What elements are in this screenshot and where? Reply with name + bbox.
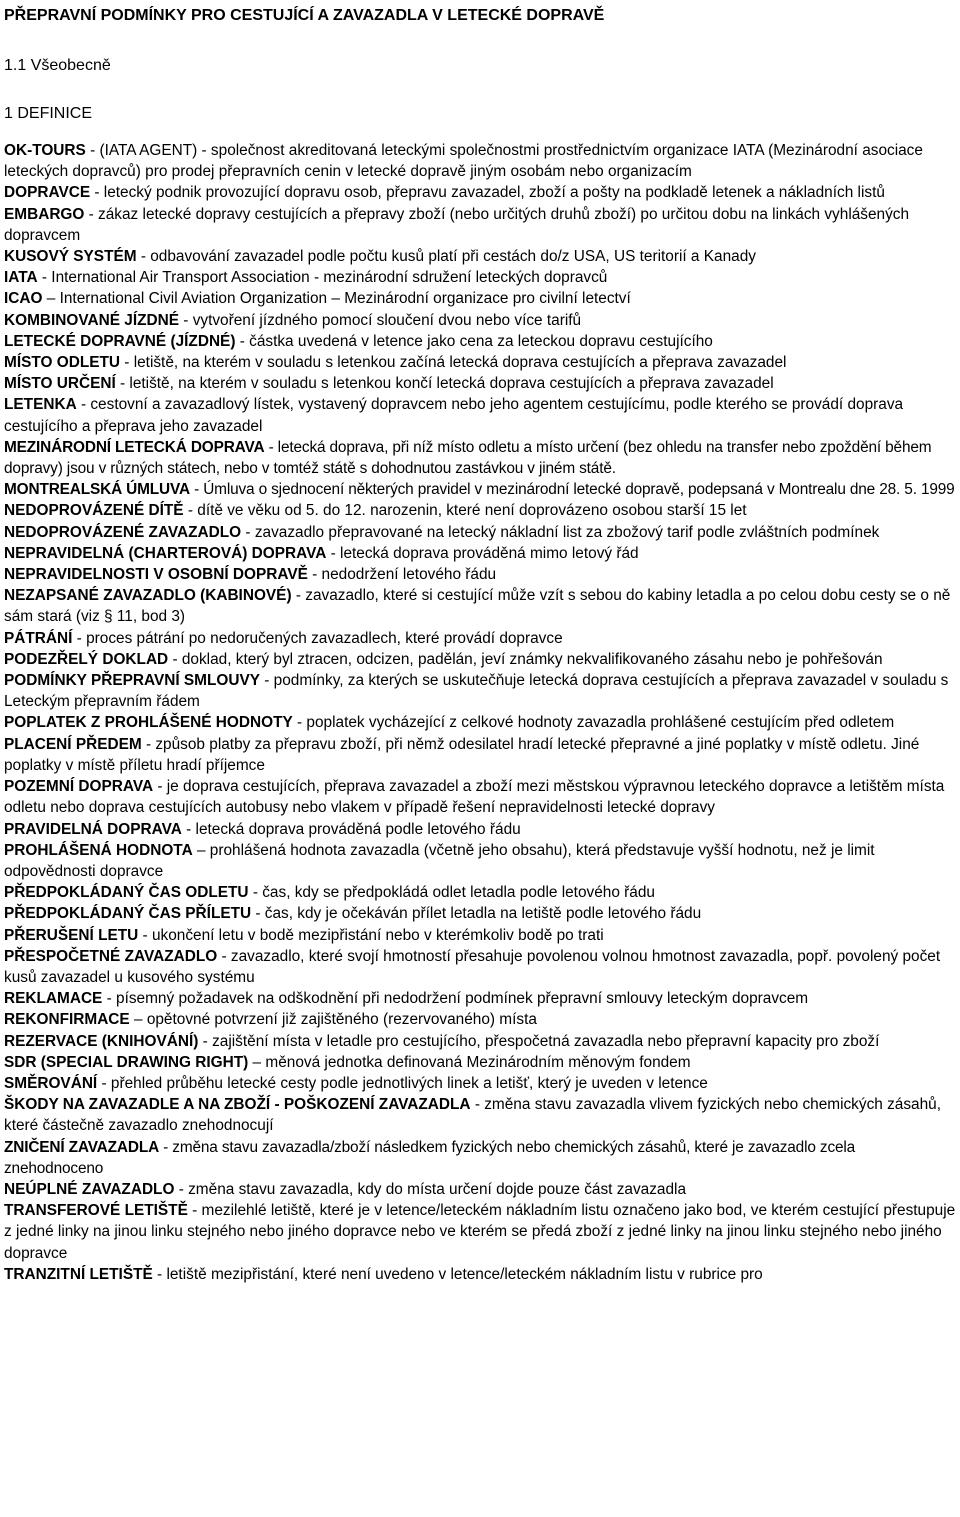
definition-text: - podmínky, za kterých se uskutečňuje letecká doprava cestujících a přeprava zavazadel v souladu s Leteckým přepravním řádem <box>4 672 949 711</box>
definition-text: - zavazadlo, které si cestující může vzít s sebou do kabiny letadla a po celou dobu cesty se o ně sám stará (viz § 11, bod 3) <box>4 587 951 626</box>
definition-text: – měnová jednotka definovaná Mezinárodním měnovým fondem <box>248 1053 691 1071</box>
definition-text: - zavazadlo přepravované na letecký nákladní list za zbožový tarif podle zvláštních podmínek <box>241 523 880 541</box>
definition-text: - proces pátrání po nedoručených zavazadlech, které provádí dopravce <box>72 629 563 647</box>
definition-item <box>4 840 956 882</box>
definition-term: NEDOPROVÁZENÉ ZAVAZADLO <box>4 523 242 541</box>
section-heading: 1.1 Všeobecně <box>4 57 111 74</box>
definition-item <box>4 670 956 712</box>
definition-item <box>4 882 956 903</box>
definition-term: REKLAMACE <box>4 990 103 1008</box>
definition-item <box>4 946 956 988</box>
definition-item <box>4 479 956 500</box>
definition-item <box>4 288 956 309</box>
definition-text: - letiště, na kterém v souladu s letenkou končí letecká doprava cestujících a přeprava zavazadel <box>115 375 774 393</box>
definition-term: ŠKODY NA ZAVAZADLE A NA ZBOŽÍ - POŠKOZENÍ ZAVAZADLA <box>4 1096 471 1114</box>
definition-text: - cestovní a zavazadlový lístek, vystavený dopravcem nebo jeho agentem cestujícímu, podle kterého se provádí doprava cestujícího a přeprava jeho zavazadel <box>4 396 904 435</box>
definition-term: NEPRAVIDELNOSTI V OSOBNÍ DOPRAVĚ <box>4 566 308 584</box>
definition-item <box>4 543 956 564</box>
definition-text: - je doprava cestujících, přeprava zavazadel a zboží mezi městskou výpravnou leteckého dopravce a letištěm místa odletu nebo doprava cestujících autobusy nebo vlakem v případě řešení nepravidelnosti letecké dopravy <box>4 778 945 817</box>
definition-text: - odbavování zavazadel podle počtu kusů platí při cestách do/z USA, US teritorií a Kanady <box>136 248 756 266</box>
definition-term: REKONFIRMACE <box>4 1011 130 1029</box>
definition-text: - způsob platby za přepravu zboží, při němž odesilatel hradí letecké přepravné a jiné poplatky v místě odletu. Jiné poplatky v místě příletu hradí příjemce <box>4 735 920 774</box>
definition-term: OK-TOURS <box>4 142 86 159</box>
definition-term: NEPRAVIDELNÁ (CHARTEROVÁ) DOPRAVA <box>4 544 327 562</box>
definition-text: - letecká doprava prováděná podle letového řádu <box>181 820 521 838</box>
definition-text: - zákaz letecké dopravy cestujících a přepravy zboží (nebo určitých druhů zboží) po určitou dobu na linkách vyhlášených dopravcem <box>4 205 910 244</box>
definition-item <box>4 776 956 818</box>
definition-item <box>4 522 956 543</box>
definition-item <box>4 437 956 479</box>
definition-item <box>4 628 956 649</box>
definition-text: - změna stavu zavazadla, kdy do místa určení dojde pouze část zavazadla <box>174 1180 687 1198</box>
definition-item <box>4 204 956 246</box>
definition-term: PODMÍNKY PŘEPRAVNÍ SMLOUVY <box>4 672 260 690</box>
definition-text: - změna stavu zavazadla vlivem fyzických nebo chemických zásahů, které částečně zavazadlo znehodnocují <box>4 1096 942 1135</box>
definition-term: POPLATEK Z PROHLÁŠENÉ HODNOTY <box>4 714 293 732</box>
definition-term: LETENKA <box>4 396 77 414</box>
definition-term: NEÚPLNÉ ZAVAZADLO <box>4 1180 175 1198</box>
definition-item <box>4 712 956 733</box>
definition-item <box>4 925 956 946</box>
definition-text: - částka uvedená v letence jako cena za leteckou dopravu cestujícího <box>235 332 713 350</box>
definition-term: PROHLÁŠENÁ HODNOTA <box>4 841 193 859</box>
definition-term: NEZAPSANÉ ZAVAZADLO (KABINOVÉ) <box>4 587 292 605</box>
definitions-list <box>4 140 956 1285</box>
definition-text: - (IATA AGENT) - společnost akreditovaná leteckými společnostmi prostřednictvím organizace IATA (Mezinárodní asociace leteckých dopravců) pro prodej přepravních cenin v letecké dopravě jiným osobám nebo organizacím <box>4 142 923 181</box>
definition-term: MEZINÁRODNÍ LETECKÁ DOPRAVA <box>4 438 265 456</box>
definition-item <box>4 1052 956 1073</box>
definition-text: - nedodržení letového řádu <box>307 566 497 584</box>
definition-text: - zavazadlo, které svojí hmotností přesahuje povolenou volnou hmotnost zavazadla, popř. povolený počet kusů zavazadel u kusového systému <box>4 947 941 986</box>
definition-item <box>4 564 956 585</box>
definition-term: PŘESPOČETNÉ ZAVAZADLO <box>4 947 218 965</box>
definition-text: - vytvoření jízdného pomocí sloučení dvou nebo více tarifů <box>179 311 582 329</box>
subsection-heading: 1 DEFINICE <box>4 105 93 122</box>
definition-text: - letiště, na kterém v souladu s letenkou začíná letecká doprava cestujících a přeprava zavazadel <box>120 354 787 372</box>
definition-text: – opětovné potvrzení již zajištěného (rezervovaného) místa <box>129 1011 537 1029</box>
definition-term: DOPRAVCE <box>4 184 91 202</box>
definition-text: - letecká doprava prováděná mimo letový řád <box>326 544 639 562</box>
definition-item <box>4 182 956 203</box>
definition-item <box>4 1200 956 1264</box>
definition-text: - poplatek vycházející z celkové hodnoty zavazadla prohlášené cestujícím před odletem <box>292 714 895 732</box>
definition-item <box>4 1137 956 1179</box>
definition-item <box>4 585 956 627</box>
definition-item <box>4 1094 956 1136</box>
definition-item <box>4 352 956 373</box>
definition-term: PŘEDPOKLÁDANÝ ČAS PŘÍLETU <box>4 905 252 923</box>
definition-term: MÍSTO URČENÍ <box>4 375 116 393</box>
definition-term: MÍSTO ODLETU <box>4 354 121 372</box>
definition-term: PLACENÍ PŘEDEM <box>4 735 142 753</box>
definition-term: TRANZITNÍ LETIŠTĚ <box>4 1265 153 1283</box>
definition-text: - čas, kdy je očekáván přílet letadla na letiště podle letového řádu <box>251 905 702 923</box>
definition-text: – International Civil Aviation Organization – Mezinárodní organizace pro civilní letectví <box>42 290 631 308</box>
definition-term: EMBARGO <box>4 205 85 223</box>
definition-item <box>4 331 956 352</box>
definition-term: NEDOPROVÁZENÉ DÍTĚ <box>4 502 184 520</box>
definition-item <box>4 1073 956 1094</box>
definition-term: PODEZŘELÝ DOKLAD <box>4 650 169 668</box>
definition-text: - přehled průběhu letecké cesty podle jednotlivých linek a letišť, který je uveden v letence <box>97 1074 708 1092</box>
document-title: PŘEPRAVNÍ PODMÍNKY PRO CESTUJÍCÍ A ZAVAZADLA V LETECKÉ DOPRAVĚ <box>4 7 605 24</box>
definition-item <box>4 649 956 670</box>
definition-term: TRANSFEROVÉ LETIŠTĚ <box>4 1202 188 1220</box>
definition-text: - ukončení letu v bodě mezipřistání nebo v kterémkoliv bodě po trati <box>138 926 604 944</box>
definition-item <box>4 1179 956 1200</box>
definition-item <box>4 819 956 840</box>
definition-item <box>4 267 956 288</box>
definition-term: MONTREALSKÁ ÚMLUVA <box>4 481 190 499</box>
definition-text: - letiště mezipřistání, které není uvedeno v letence/leteckém nákladním listu v rubrice pro <box>152 1265 763 1283</box>
definition-term: SMĚROVÁNÍ <box>4 1074 98 1092</box>
definition-term: KOMBINOVANÉ JÍZDNÉ <box>4 311 180 329</box>
definition-text: - International Air Transport Association - mezinárodní sdružení leteckých dopravců <box>37 269 608 287</box>
definition-text: - doklad, který byl ztracen, odcizen, padělán, jeví známky nekvalifikovaného zásahu nebo je pohřešován <box>168 650 883 668</box>
definition-item <box>4 988 956 1009</box>
definition-item <box>4 394 956 436</box>
definition-item <box>4 903 956 924</box>
definition-term: IATA <box>4 269 38 287</box>
definition-item <box>4 1031 956 1052</box>
definition-item <box>4 1009 956 1030</box>
definition-term: SDR (SPECIAL DRAWING RIGHT) <box>4 1053 249 1071</box>
definition-term: REZERVACE (KNIHOVÁNÍ) <box>4 1032 199 1050</box>
definition-text: - letecký podnik provozující dopravu osob, přepravu zavazadel, zboží a pošty na podkladě letenek a nákladních listů <box>90 184 885 202</box>
definition-term: POZEMNÍ DOPRAVA <box>4 778 154 796</box>
definition-term: KUSOVÝ SYSTÉM <box>4 248 137 266</box>
definition-item <box>4 246 956 267</box>
definition-term: PŘEDPOKLÁDANÝ ČAS ODLETU <box>4 884 249 902</box>
definition-term: ZNIČENÍ ZAVAZADLA <box>4 1138 160 1156</box>
definition-text: - čas, kdy se předpokládá odlet letadla podle letového řádu <box>248 884 655 902</box>
definition-term: ICAO <box>4 290 43 308</box>
definition-term: LETECKÉ DOPRAVNÉ (JÍZDNÉ) <box>4 332 236 350</box>
definition-text: – prohlášená hodnota zavazadla (včetně jeho obsahu), která představuje vyšší hodnotu, než je limit odpovědnosti dopravce <box>4 841 875 880</box>
definition-term: PŘERUŠENÍ LETU <box>4 926 139 944</box>
definition-item <box>4 373 956 394</box>
definition-text: - dítě ve věku od 5. do 12. narozenin, které není doprovázeno osobou starší 15 let <box>183 502 747 520</box>
definition-text: - Úmluva o sjednocení některých pravidel v mezinárodní letecké dopravě, podepsaná v Montrealu dne 28. 5. 1999 <box>189 481 955 499</box>
definition-text: - změna stavu zavazadla/zboží následkem fyzických nebo chemických zásahů, které je zavazadlo zcela znehodnoceno <box>4 1138 856 1177</box>
definition-term: PRAVIDELNÁ DOPRAVA <box>4 820 182 838</box>
definition-item <box>4 1264 956 1285</box>
definition-text: - zajištění místa v letadle pro cestujícího, přespočetná zavazadla nebo přepravní kapacity pro zboží <box>198 1032 880 1050</box>
definition-item <box>4 140 956 182</box>
definition-item <box>4 310 956 331</box>
definition-item <box>4 734 956 776</box>
definition-text: - mezilehlé letiště, které je v letence/leteckém nákladním listu označeno jako bod, ve kterém cestující přestupuje z jedné linky na jinou linku stejného nebo jiného dopravce nebo ve kterém se předá zboží z jedné linky na jinou linku stejného nebo jiného dopravce <box>4 1202 956 1262</box>
definition-item <box>4 500 956 521</box>
definition-term: PÁTRÁNÍ <box>4 629 73 647</box>
definition-text: - letecká doprava, při níž místo odletu a místo určení (bez ohledu na transfer nebo zpoždění během dopravy) jsou v různých státech, nebo v tomtéž státě s dohodnutou zastávkou v jiném státě. <box>4 438 932 478</box>
definition-text: - písemný požadavek na odškodnění při nedodržení podmínek přepravní smlouvy leteckým dopravcem <box>102 990 809 1008</box>
